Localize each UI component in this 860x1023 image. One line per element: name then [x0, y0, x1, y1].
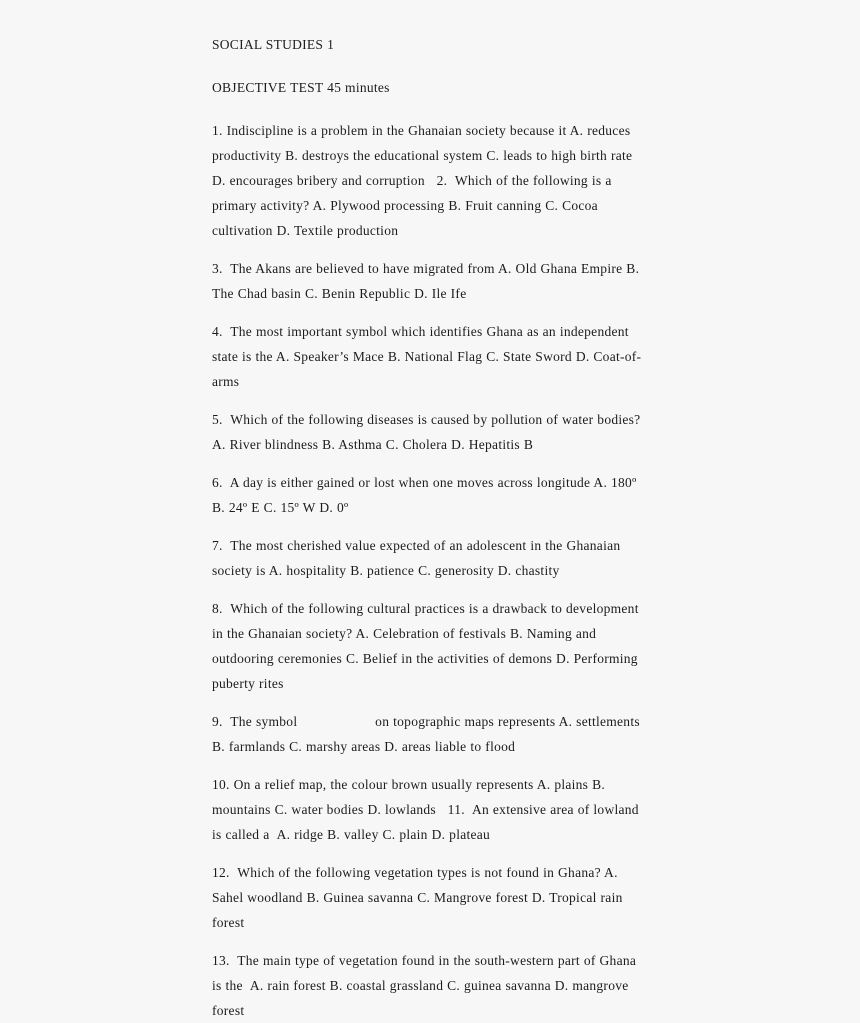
question-block-3: 3. The Akans are believed to have migrated from A. Old Ghana Empire B. The Chad basin C. Benin Republic D. Ile Ife — [212, 261, 643, 301]
question-block-1-2: 1. Indiscipline is a problem in the Ghanaian society because it A. reduces productivity B. destroys the educational system C. leads to high birth rate D. encourages bribery and corruption 2. Which of the following is a primary activity? A. Plywood processing B. Fruit canning C. Cocoa cultivation D. Textile production — [212, 123, 637, 238]
question-block-10-11: 10. On a relief map, the colour brown usually represents A. plains B. mountains C. water bodies D. lowlands 11. An extensive area of lowland is called a A. ridge B. valley C. plain D. plateau — [212, 777, 643, 842]
question-block-5: 5. Which of the following diseases is caused by pollution of water bodies? A. River blindness B. Asthma C. Cholera D. Hepatitis B — [212, 412, 644, 452]
question-block-6: 6. A day is either gained or lost when one moves across longitude A. 180º B. 24º E C. 15º W D. 0º — [212, 475, 641, 515]
topographic-symbol-placeholder — [301, 714, 371, 726]
question-9-text-before: 9. The symbol — [212, 714, 302, 729]
question-block-13: 13. The main type of vegetation found in the south-western part of Ghana is the A. rain forest B. coastal grassland C. guinea savanna D. mangrove forest — [212, 953, 641, 1018]
question-block-4: 4. The most important symbol which identifies Ghana as an independent state is the A. Speaker’s Mace B. National Flag C. State Sword D. Coat-of-arms — [212, 324, 642, 389]
question-9-text-after: on topographic maps represents A. settlements B. farmlands C. marshy areas D. areas liable to flood — [212, 714, 644, 754]
question-block-8: 8. Which of the following cultural practices is a drawback to development in the Ghanaian society? A. Celebration of festivals B. Naming and outdooring ceremonies C. Belief in the activities of demons D. Performing puberty rites — [212, 601, 643, 691]
document-title: SOCIAL STUDIES 1 — [212, 37, 335, 52]
document-subtitle: OBJECTIVE TEST 45 minutes — [212, 80, 390, 95]
question-block-7: 7. The most cherished value expected of an adolescent in the Ghanaian society is A. hospitality B. patience C. generosity D. chastity — [212, 538, 625, 578]
question-block-12: 12. Which of the following vegetation types is not found in Ghana? A. Sahel woodland B. Guinea savanna C. Mangrove forest D. Tropical rain forest — [212, 865, 627, 930]
question-block-9 — [212, 709, 649, 759]
